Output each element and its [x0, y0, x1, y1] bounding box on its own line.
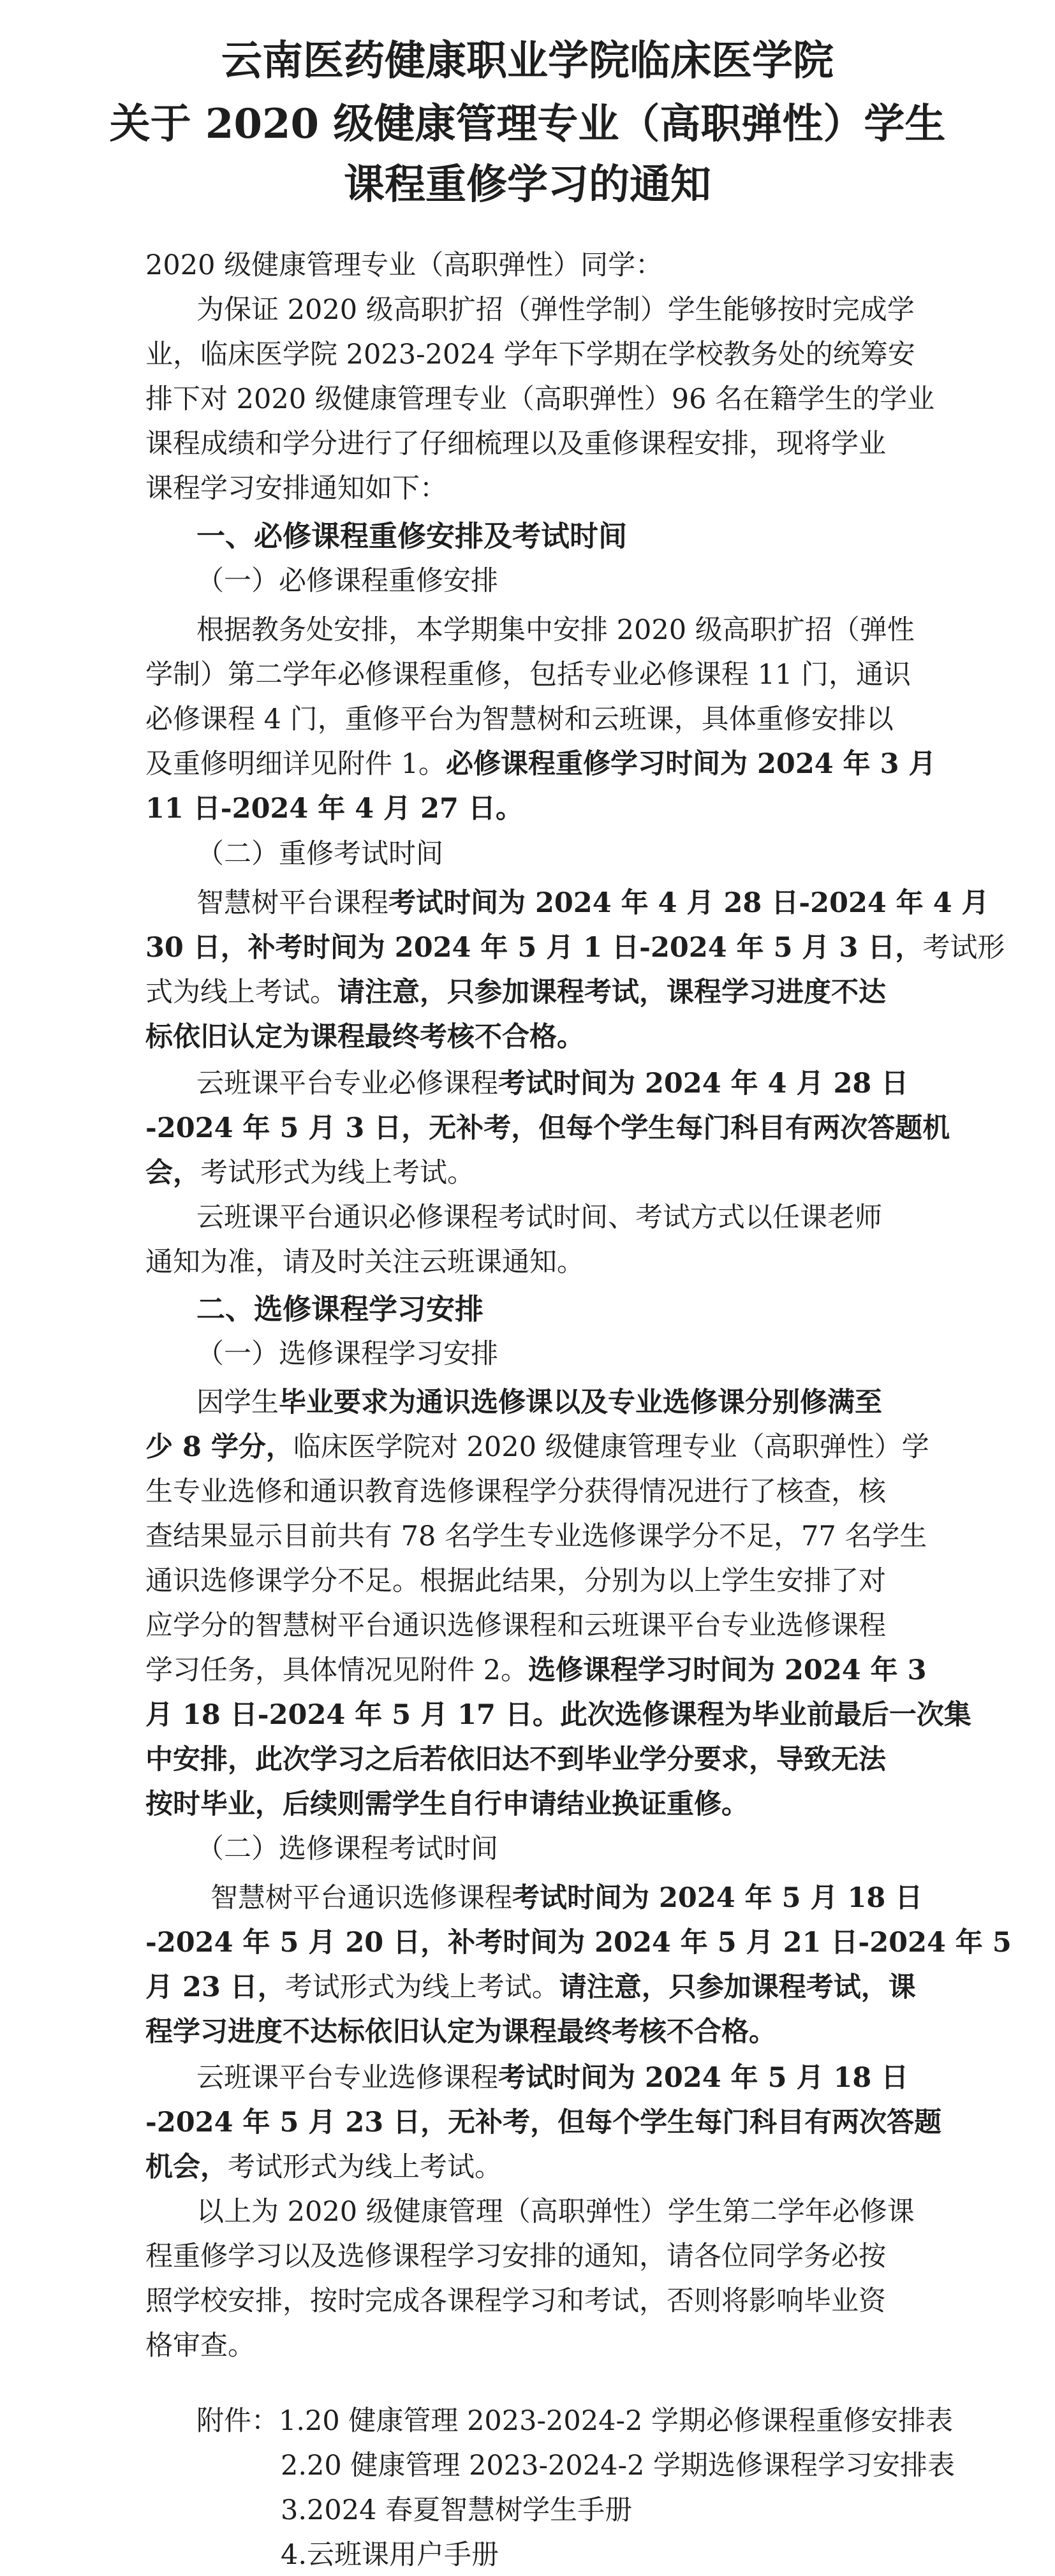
- paragraph-line: 云班课平台专业选修课程考试时间为 2024 年 5 月 18 日: [196, 2062, 909, 2094]
- attachment-item: 3.2024 春夏智慧树学生手册: [281, 2494, 633, 2526]
- paragraph-line: 学习任务，具体情况见附件 2。选修课程学习时间为 2024 年 3: [145, 1654, 927, 1686]
- document-title-line-2: 关于 2020 级健康管理专业（高职弹性）学生: [109, 100, 946, 148]
- paragraph-line: -2024 年 5 月 20 日，补考时间为 2024 年 5 月 21 日-2024 年 5: [145, 1927, 1012, 1959]
- paragraph-line: 根据教务处安排，本学期集中安排 2020 级高职扩招（弹性: [196, 614, 915, 646]
- paragraph-line: 排下对 2020 级健康管理专业（高职弹性）96 名在籍学生的学业: [145, 383, 935, 415]
- paragraph-line: -2024 年 5 月 23 日，无补考，但每个学生每门科目有两次答题: [145, 2107, 942, 2138]
- document-title-line-1: 云南医药健康职业学院临床医学院: [221, 37, 834, 85]
- paragraph-line: 月 18 日-2024 年 5 月 17 日。此次选修课程为毕业前最后一次集: [145, 1699, 971, 1731]
- paragraph-line: 月 23 日，考试形式为线上考试。请注意，只参加课程考试，课: [145, 1971, 916, 2003]
- paragraph-line: 智慧树平台课程考试时间为 2024 年 4 月 28 日-2024 年 4 月: [196, 887, 989, 919]
- paragraph-line: 应学分的智慧树平台通识选修课程和云班课平台专业选修课程: [145, 1610, 886, 1642]
- paragraph-line: 照学校安排，按时完成各课程学习和考试，否则将影响毕业资: [145, 2285, 886, 2317]
- paragraph-line: 11 日-2024 年 4 月 27 日。: [145, 793, 523, 825]
- subsection-heading: （二）选修课程考试时间: [196, 1833, 498, 1865]
- attachment-item: 2.20 健康管理 2023-2024-2 学期选修课程学习安排表: [281, 2450, 955, 2482]
- paragraph-line: 为保证 2020 级高职扩招（弹性学制）学生能够按时完成学: [196, 294, 915, 326]
- paragraph-line: -2024 年 5 月 3 日，无补考，但每个学生每门科目有两次答题机: [145, 1112, 950, 1144]
- paragraph-line: 生专业选修和通识教育选修课程学分获得情况进行了核查，核: [145, 1476, 886, 1508]
- paragraph-line: 课程成绩和学分进行了仔细梳理以及重修课程安排，现将学业: [145, 428, 886, 460]
- paragraph-line: 智慧树平台通识选修课程考试时间为 2024 年 5 月 18 日: [210, 1882, 923, 1914]
- paragraph-line: 程重修学习以及选修课程学习安排的通知，请各位同学务必按: [145, 2241, 886, 2272]
- paragraph-line: 式为线上考试。请注意，只参加课程考试，课程学习进度不达: [145, 976, 886, 1008]
- paragraph-line: 格审查。: [145, 2330, 255, 2362]
- paragraph-line: 中安排，此次学习之后若依旧达不到毕业学分要求，导致无法: [145, 1744, 886, 1776]
- paragraph-line: 查结果显示目前共有 78 名学生专业选修课学分不足，77 名学生: [145, 1520, 927, 1552]
- section-heading: 一、必修课程重修安排及考试时间: [196, 519, 628, 553]
- paragraph-line: 云班课平台专业必修课程考试时间为 2024 年 4 月 28 日: [196, 1068, 909, 1100]
- paragraph-line: 必修课程 4 门，重修平台为智慧树和云班课，具体重修安排以: [145, 703, 894, 735]
- paragraph-line: 以上为 2020 级健康管理（高职弹性）学生第二学年必修课: [196, 2196, 915, 2228]
- paragraph-line: 少 8 学分，临床医学院对 2020 级健康管理专业（高职弹性）学: [145, 1431, 929, 1463]
- attachment-item: 4.云班课用户手册: [281, 2539, 499, 2571]
- paragraph-line: 云班课平台通识必修课程考试时间、考试方式以任课老师: [196, 1202, 882, 1233]
- document-title-line-3: 课程重修学习的通知: [344, 161, 711, 209]
- salutation: 2020 级健康管理专业（高职弹性）同学：: [145, 249, 663, 281]
- paragraph-line: 会，考试形式为线上考试。: [145, 1157, 475, 1189]
- paragraph-line: 通知为准，请及时关注云班课通知。: [145, 1246, 584, 1278]
- paragraph-line: 因学生毕业要求为通识选修课以及专业选修课分别修满至: [196, 1387, 882, 1418]
- subsection-heading: （一）选修课程学习安排: [196, 1338, 498, 1370]
- subsection-heading: （一）必修课程重修安排: [196, 565, 498, 597]
- paragraph-line: 学制）第二学年必修课程重修，包括专业必修课程 11 门，通识: [145, 659, 911, 691]
- paragraph-line: 程学习进度不达标依旧认定为课程最终考核不合格。: [145, 2016, 776, 2048]
- paragraph-line: 业，临床医学院 2023-2024 学年下学期在学校教务处的统筹安: [145, 339, 915, 371]
- attachment-item: 附件：1.20 健康管理 2023-2024-2 学期必修课程重修安排表: [196, 2405, 954, 2437]
- paragraph-line: 课程学习安排通知如下：: [145, 473, 447, 504]
- paragraph-line: 机会，考试形式为线上考试。: [145, 2151, 502, 2183]
- paragraph-line: 按时毕业，后续则需学生自行申请结业换证重修。: [145, 1788, 749, 1820]
- section-heading: 二、选修课程学习安排: [196, 1292, 484, 1326]
- paragraph-line: 标依旧认定为课程最终考核不合格。: [145, 1021, 584, 1053]
- paragraph-line: 通识选修课学分不足。根据此结果，分别为以上学生安排了对: [145, 1565, 886, 1597]
- subsection-heading: （二）重修考试时间: [196, 838, 443, 870]
- paragraph-line: 30 日，补考时间为 2024 年 5 月 1 日-2024 年 5 月 3 日，考试形: [145, 932, 1005, 964]
- paragraph-line: 及重修明细详见附件 1。必修课程重修学习时间为 2024 年 3 月: [145, 748, 936, 780]
